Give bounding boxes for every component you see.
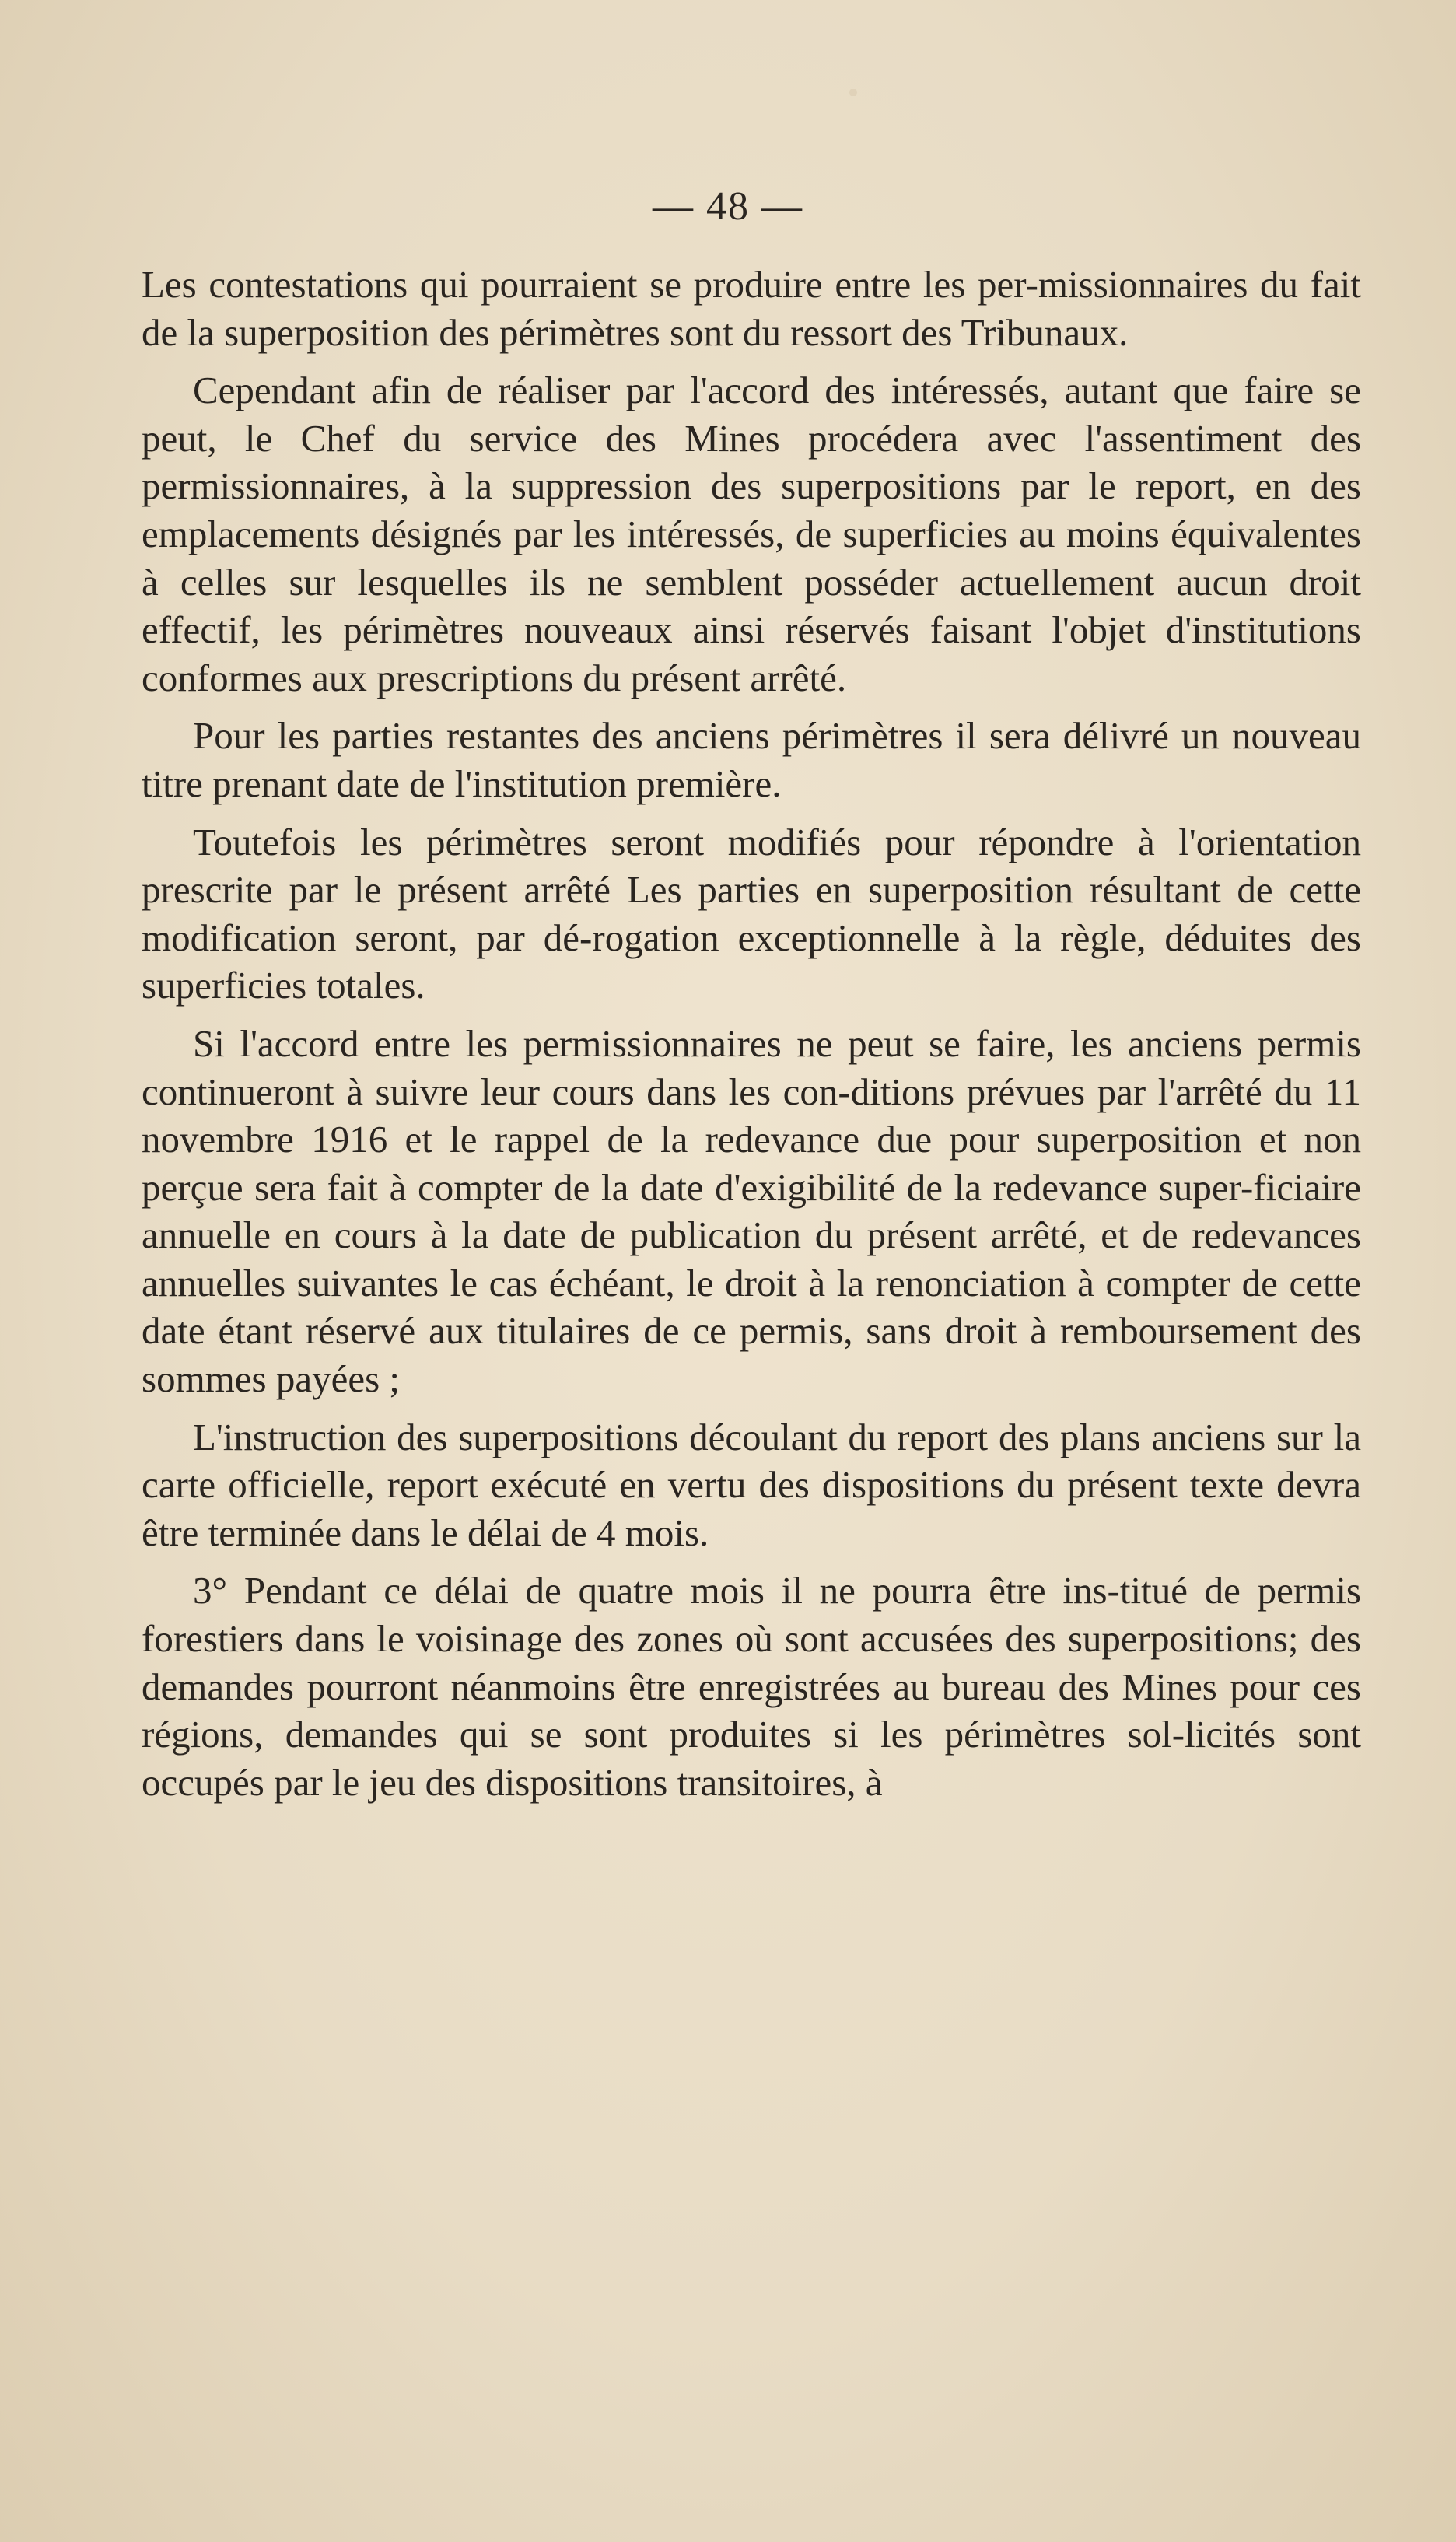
paper-spot	[849, 89, 857, 96]
paragraph-7: 3° Pendant ce délai de quatre mois il ne pourra être ins-titué de permis forestiers dans le voisinage des zones où sont accusées des superpositions; des demandes pourront néanmoins être enregistrées au bureau des Mines pour ces régions, demandes qui se sont produites si les périmètres sol-licités sont occupés par le jeu des dispositions transitoires, à	[142, 1569, 1361, 1804]
page-number: — 48 —	[653, 184, 803, 229]
paragraph-4: Toutefois les périmètres seront modifiés pour répondre à l'orientation prescrite par le présent arrêté Les parties en superposition résultant de cette modification seront, par dé-rogation exceptionnelle à la règle, déduites des superficies totales.	[142, 820, 1361, 1007]
paragraph-6: L'instruction des superpositions découlant du report des plans anciens sur la carte officielle, report exécuté en vertu des dispositions du présent texte devra être terminée dans le délai de 4 mois.	[142, 1415, 1361, 1554]
body-text	[142, 261, 1361, 1816]
paragraph-3: Pour les parties restantes des anciens périmètres il sera délivré un nouveau titre prenant date de l'institution première.	[142, 714, 1361, 805]
paragraph-1: Les contestations qui pourraient se produire entre les per-missionnaires du fait de la superposition des périmètres sont du ressort des Tribunaux.	[142, 263, 1361, 354]
paragraph-2: Cependant afin de réaliser par l'accord des intéressés, autant que faire se peut, le Chef du service des Mines procédera avec l'assentiment des permissionnaires, à la suppression des superpositions par le report, en des emplacements désignés par les intéressés, de superficies au moins équivalentes à celles sur lesquelles ils ne semblent posséder actuellement aucun droit effectif, les périmètres nouveaux ainsi réservés faisant l'objet d'institutions conformes aux prescriptions du présent arrêté.	[142, 369, 1361, 699]
paragraph-5: Si l'accord entre les permissionnaires ne peut se faire, les anciens permis continueront à suivre leur cours dans les con-ditions prévues par l'arrêté du 11 novembre 1916 et le rappel de la redevance due pour superposition et non perçue sera fait à compter de la date d'exigibilité de la redevance super-ficiaire annuelle en cours à la date de publication du présent arrêté, et de redevances annuelles suivantes le cas échéant, le droit à la renonciation à compter de cette date étant réservé aux titulaires de ce permis, sans droit à remboursement des sommes payées ;	[142, 1021, 1361, 1401]
